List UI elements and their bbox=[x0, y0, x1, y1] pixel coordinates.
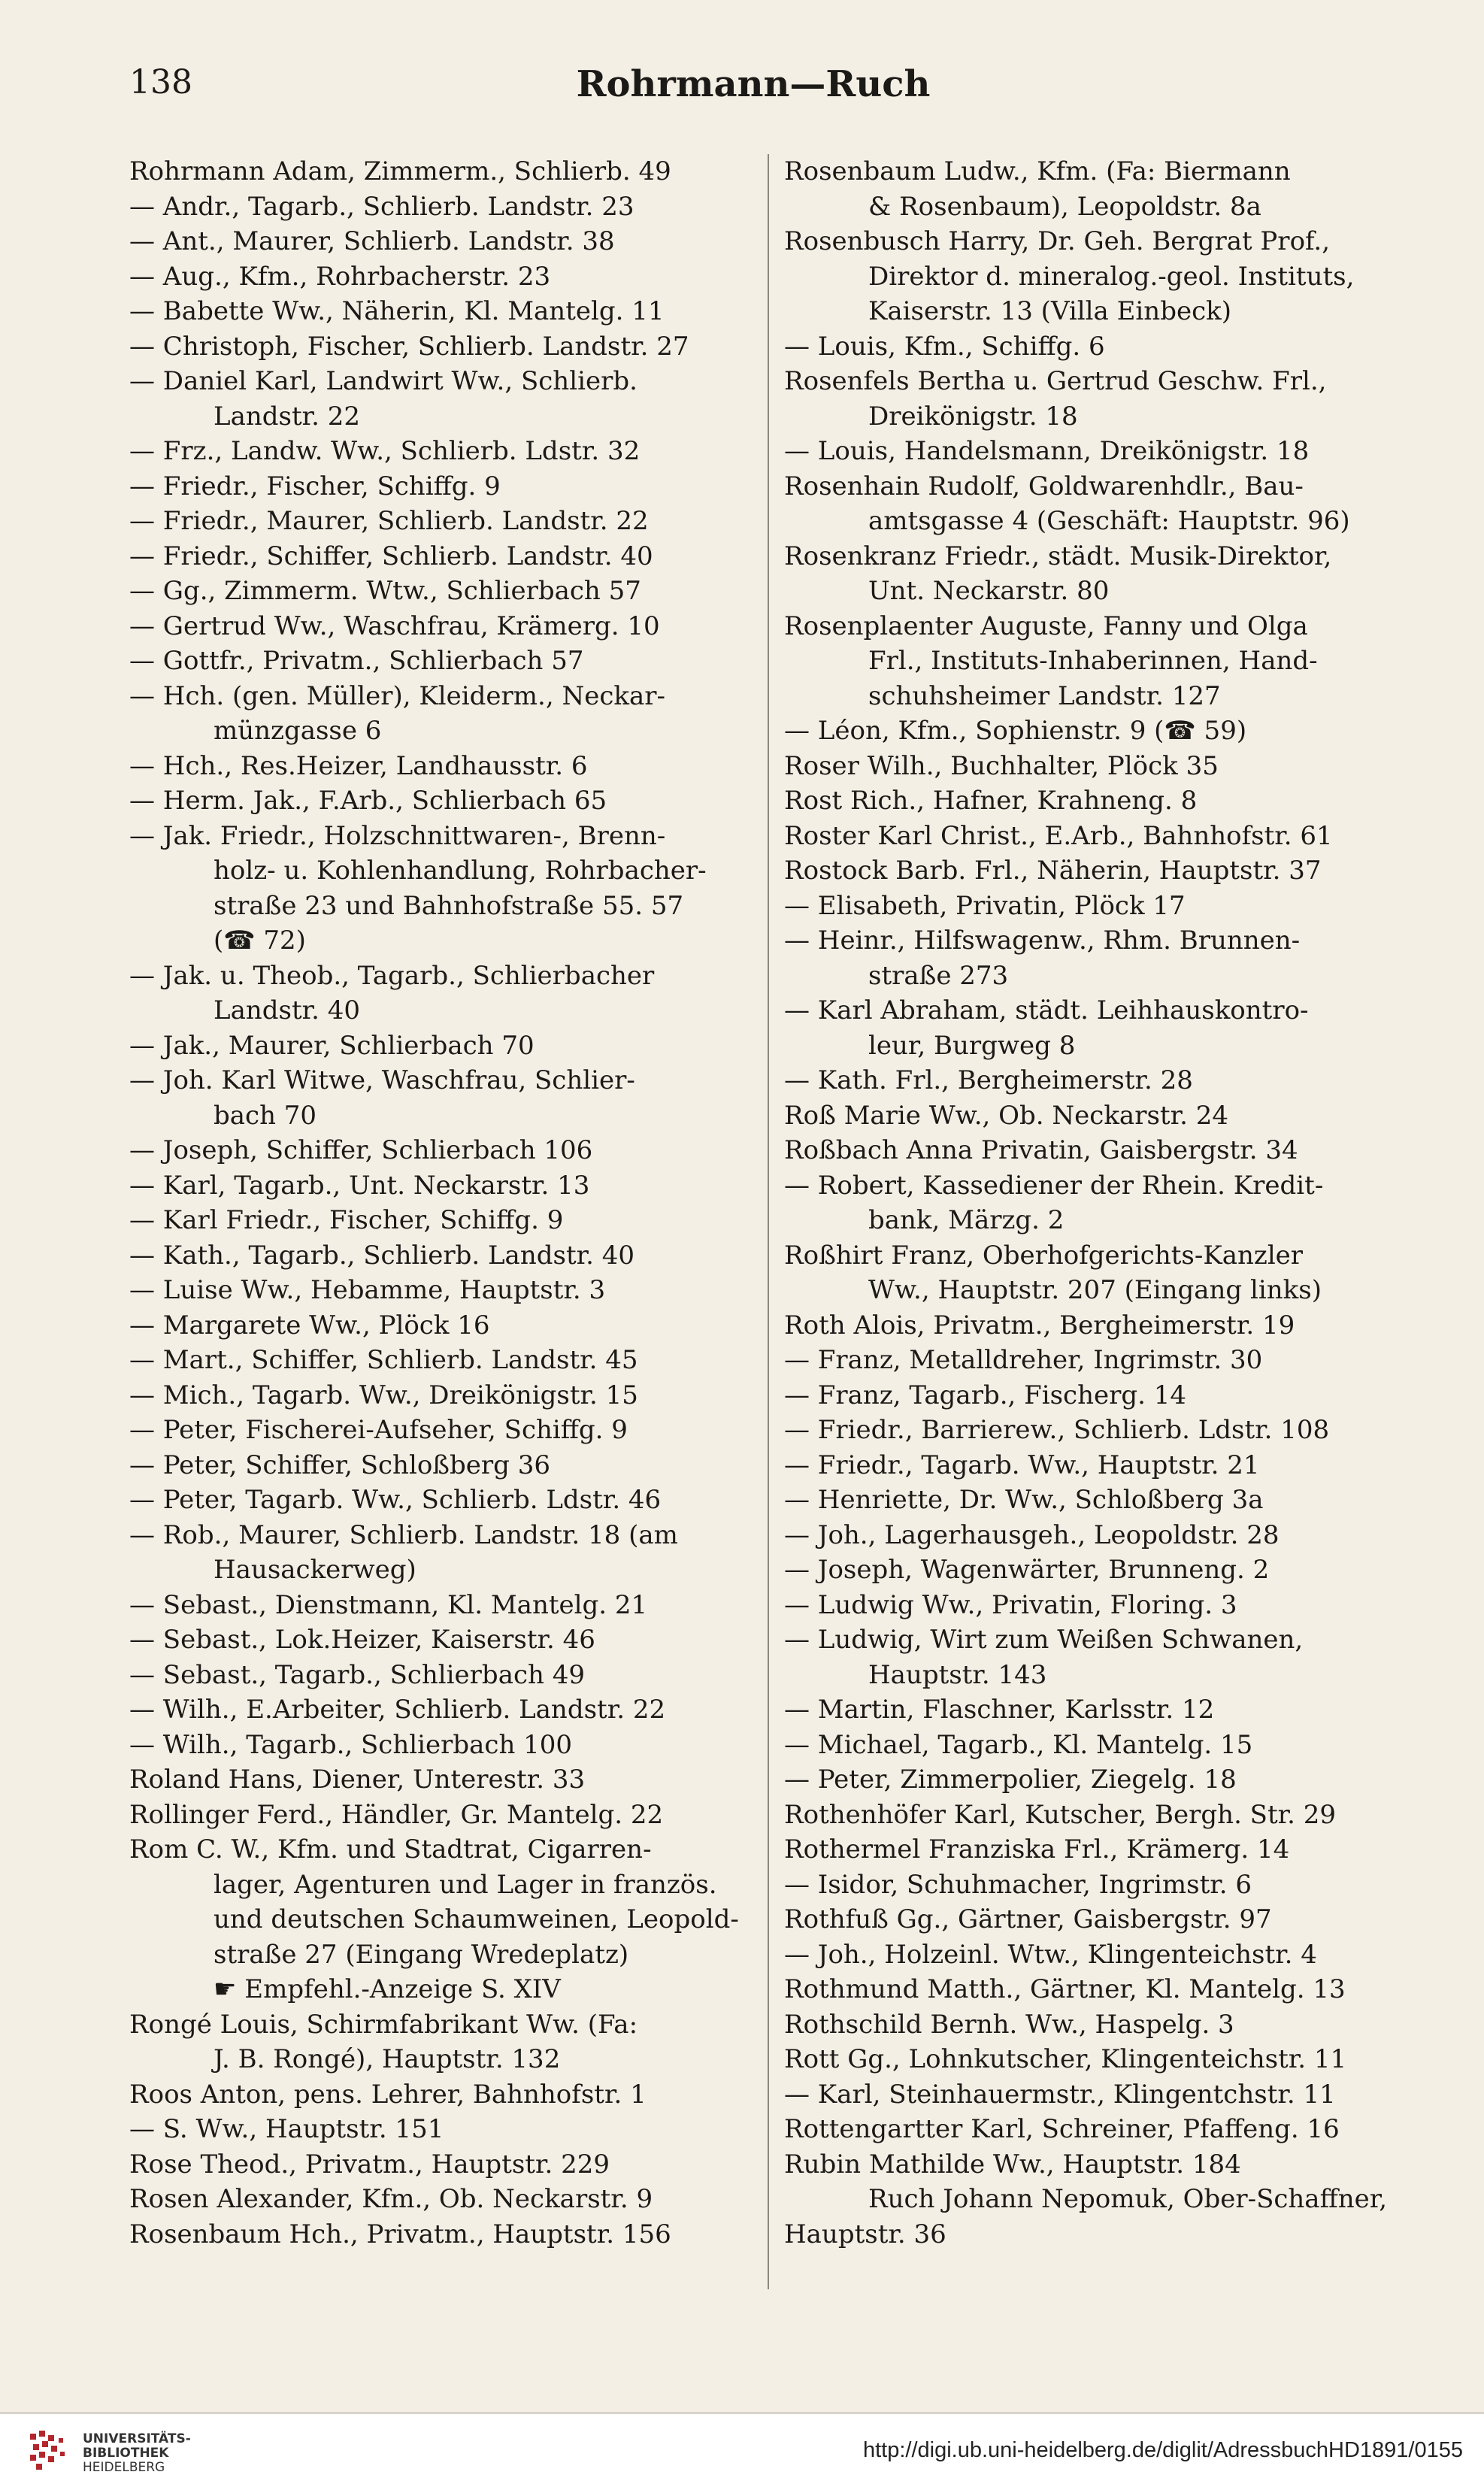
directory-entry-line: — Mart., Schiffer, Schlierb. Landstr. 45 bbox=[129, 1345, 638, 1375]
directory-entry-line: Rosenbaum Hch., Privatm., Hauptstr. 156 bbox=[129, 2219, 671, 2249]
directory-entry-line: — Friedr., Schiffer, Schlierb. Landstr. 40 bbox=[129, 541, 653, 571]
directory-entry-line: — Ludwig, Wirt zum Weißen Schwanen, bbox=[784, 1625, 1304, 1655]
directory-entry-line: — Wilh., E.Arbeiter, Schlierb. Landstr. 22 bbox=[129, 1695, 666, 1725]
directory-entry-line: — S. Ww., Hauptstr. 151 bbox=[129, 2114, 444, 2144]
directory-entry-line: Hausackerweg) bbox=[214, 1555, 416, 1585]
source-url-link[interactable]: http://digi.ub.uni-heidelberg.de/diglit/AdressbuchHD1891/0155 bbox=[862, 2438, 1463, 2462]
library-name-line: BIBLIOTHEK bbox=[83, 2446, 169, 2461]
directory-entry-line: & Rosenbaum), Leopoldstr. 8a bbox=[868, 191, 1261, 222]
directory-entry-line: — Gg., Zimmerm. Wtw., Schlierbach 57 bbox=[129, 576, 641, 606]
directory-entry-line: (☎ 72) bbox=[214, 925, 306, 956]
directory-entry-line: — Friedr., Barrierew., Schlierb. Ldstr. 108 bbox=[784, 1415, 1330, 1445]
directory-entry-line: Rosenplaenter Auguste, Fanny und Olga bbox=[784, 610, 1308, 641]
directory-entry-line: Unt. Neckarstr. 80 bbox=[868, 576, 1110, 606]
directory-entry-line: — Peter, Zimmerpolier, Ziegelg. 18 bbox=[784, 1765, 1237, 1795]
directory-entry-line: — Joh., Holzeinl. Wtw., Klingenteichstr. 4 bbox=[784, 1939, 1317, 1970]
column-divider bbox=[768, 154, 769, 2289]
library-name bbox=[83, 2432, 191, 2475]
directory-entry-line: Hauptstr. 143 bbox=[868, 1659, 1047, 1690]
directory-entry-line: Landstr. 40 bbox=[214, 995, 361, 1025]
directory-entry-line: Roth Alois, Privatm., Bergheimerstr. 19 bbox=[784, 1310, 1295, 1340]
directory-entry-line: und deutschen Schaumweinen, Leopold- bbox=[214, 1904, 739, 1934]
directory-entry-line: münzgasse 6 bbox=[214, 716, 382, 746]
directory-entry-line: schuhsheimer Landstr. 127 bbox=[868, 680, 1221, 711]
directory-entry-line: Rose Theod., Privatm., Hauptstr. 229 bbox=[129, 2149, 610, 2180]
directory-entry-line: Rohrmann Adam, Zimmerm., Schlierb. 49 bbox=[129, 156, 671, 186]
directory-entry-line: straße 273 bbox=[868, 960, 1009, 991]
directory-entry-line: Rothmund Matth., Gärtner, Kl. Mantelg. 13 bbox=[784, 1974, 1346, 2004]
directory-entry-line: — Frz., Landw. Ww., Schlierb. Ldstr. 32 bbox=[129, 436, 641, 466]
directory-entry-line: — Babette Ww., Näherin, Kl. Mantelg. 11 bbox=[129, 296, 665, 326]
directory-entry-line: Roland Hans, Diener, Unterestr. 33 bbox=[129, 1765, 586, 1795]
directory-entry-line: — Christoph, Fischer, Schlierb. Landstr. 27 bbox=[129, 331, 689, 362]
directory-entry-line: — Friedr., Maurer, Schlierb. Landstr. 22 bbox=[129, 506, 649, 536]
directory-entry-line: — Louis, Kfm., Schiffg. 6 bbox=[784, 331, 1105, 362]
directory-entry-line: — Sebast., Dienstmann, Kl. Mantelg. 21 bbox=[129, 1589, 648, 1620]
directory-entry-line: — Karl Abraham, städt. Leihhauskontro- bbox=[784, 995, 1309, 1025]
directory-entry-line: — Franz, Tagarb., Fischerg. 14 bbox=[784, 1380, 1187, 1410]
directory-entry-line: — Friedr., Tagarb. Ww., Hauptstr. 21 bbox=[784, 1450, 1260, 1480]
directory-entry-line: — Michael, Tagarb., Kl. Mantelg. 15 bbox=[784, 1729, 1253, 1760]
directory-entry-line: Dreikönigstr. 18 bbox=[868, 401, 1078, 432]
directory-entry-line: Roß Marie Ww., Ob. Neckarstr. 24 bbox=[784, 1100, 1228, 1131]
directory-entry-line: — Mich., Tagarb. Ww., Dreikönigstr. 15 bbox=[129, 1380, 638, 1410]
directory-entry-line: Hauptstr. 36 bbox=[784, 2219, 946, 2249]
directory-entry-line: — Franz, Metalldreher, Ingrimstr. 30 bbox=[784, 1345, 1263, 1375]
directory-entry-line: Rubin Mathilde Ww., Hauptstr. 184 bbox=[784, 2149, 1241, 2180]
directory-entry-line: Frl., Instituts-Inhaberinnen, Hand- bbox=[868, 646, 1318, 676]
directory-entry-line: Rothermel Franziska Frl., Krämerg. 14 bbox=[784, 1834, 1290, 1865]
directory-entry-line: Rothfuß Gg., Gärtner, Gaisbergstr. 97 bbox=[784, 1904, 1272, 1934]
library-logo-icon bbox=[29, 2429, 74, 2473]
directory-entry-line: — Peter, Fischerei-Aufseher, Schiffg. 9 bbox=[129, 1415, 628, 1445]
directory-entry-line: leur, Burgweg 8 bbox=[868, 1030, 1076, 1061]
directory-entry-line: Rosenbaum Ludw., Kfm. (Fa: Biermann bbox=[784, 156, 1291, 186]
directory-entry-line: Roßhirt Franz, Oberhofgerichts-Kanzler bbox=[784, 1240, 1304, 1271]
directory-entry-line: Ww., Hauptstr. 207 (Eingang links) bbox=[868, 1275, 1322, 1305]
directory-entry-line: — Hch., Res.Heizer, Landhausstr. 6 bbox=[129, 750, 588, 781]
directory-entry-line: Rottengartter Karl, Schreiner, Pfaffeng. 16 bbox=[784, 2114, 1340, 2144]
directory-entry-line: — Margarete Ww., Plöck 16 bbox=[129, 1310, 490, 1340]
directory-entry-line: — Wilh., Tagarb., Schlierbach 100 bbox=[129, 1729, 573, 1760]
directory-entry-line: — Sebast., Tagarb., Schlierbach 49 bbox=[129, 1659, 585, 1690]
directory-entry-line: — Karl, Tagarb., Unt. Neckarstr. 13 bbox=[129, 1170, 590, 1201]
directory-entry-line: — Gertrud Ww., Waschfrau, Krämerg. 10 bbox=[129, 610, 660, 641]
directory-entry-line: Rom C. W., Kfm. und Stadtrat, Cigarren- bbox=[129, 1834, 652, 1865]
footer-bar bbox=[0, 2414, 1484, 2484]
directory-entry-line: amtsgasse 4 (Geschäft: Hauptstr. 96) bbox=[868, 506, 1350, 536]
directory-entry-line: — Henriette, Dr. Ww., Schloßberg 3a bbox=[784, 1485, 1264, 1515]
right-column bbox=[784, 154, 1416, 2252]
directory-entry-line: — Karl Friedr., Fischer, Schiffg. 9 bbox=[129, 1205, 564, 1235]
library-name-line: UNIVERSITÄTS- bbox=[83, 2431, 191, 2446]
directory-entry-line: Rostock Barb. Frl., Näherin, Hauptstr. 37 bbox=[784, 856, 1322, 886]
directory-entry-line: — Friedr., Fischer, Schiffg. 9 bbox=[129, 471, 501, 501]
directory-entry-line: — Heinr., Hilfswagenw., Rhm. Brunnen- bbox=[784, 925, 1301, 956]
directory-entry-line: — Jak. u. Theob., Tagarb., Schlierbacher bbox=[129, 960, 655, 991]
directory-entry-line: Roser Wilh., Buchhalter, Plöck 35 bbox=[784, 750, 1219, 781]
directory-entry-line: — Isidor, Schuhmacher, Ingrimstr. 6 bbox=[784, 1869, 1252, 1900]
directory-entry-line: Rosenhain Rudolf, Goldwarenhdlr., Bau- bbox=[784, 471, 1304, 501]
directory-entry-line: — Joh., Lagerhausgeh., Leopoldstr. 28 bbox=[784, 1519, 1280, 1550]
directory-entry-line: Rost Rich., Hafner, Krahneng. 8 bbox=[784, 786, 1198, 816]
directory-entry-line: Rongé Louis, Schirmfabrikant Ww. (Fa: bbox=[129, 2009, 638, 2040]
directory-entry-line: Rollinger Ferd., Händler, Gr. Mantelg. 22 bbox=[129, 1799, 664, 1830]
directory-entry-line: Rothenhöfer Karl, Kutscher, Bergh. Str. 29 bbox=[784, 1799, 1337, 1830]
directory-entry-line: Rothschild Bernh. Ww., Haspelg. 3 bbox=[784, 2009, 1234, 2040]
directory-entry-line: — Peter, Schiffer, Schloßberg 36 bbox=[129, 1450, 550, 1480]
directory-entry-line: — Aug., Kfm., Rohrbacherstr. 23 bbox=[129, 261, 551, 292]
directory-entry-line: — Sebast., Lok.Heizer, Kaiserstr. 46 bbox=[129, 1625, 595, 1655]
directory-entry-line: — Rob., Maurer, Schlierb. Landstr. 18 (am bbox=[129, 1519, 678, 1550]
page-number: 138 bbox=[129, 63, 192, 101]
page-title: Rohrmann—Ruch bbox=[576, 63, 931, 105]
directory-entry-line: bach 70 bbox=[214, 1100, 317, 1131]
directory-entry-line: — Daniel Karl, Landwirt Ww., Schlierb. bbox=[129, 366, 638, 396]
directory-entry-line: — Joseph, Wagenwärter, Brunneng. 2 bbox=[784, 1555, 1270, 1585]
directory-entry-line: Ruch Johann Nepomuk, Ober-Schaffner, bbox=[868, 2184, 1388, 2214]
directory-entry-line: — Andr., Tagarb., Schlierb. Landstr. 23 bbox=[129, 191, 634, 222]
directory-entry-line: — Elisabeth, Privatin, Plöck 17 bbox=[784, 890, 1186, 921]
directory-entry-line: lager, Agenturen und Lager in französ. bbox=[214, 1869, 717, 1900]
page-header bbox=[129, 63, 1484, 116]
directory-entry-line: — Jak., Maurer, Schlierbach 70 bbox=[129, 1030, 535, 1061]
directory-entry-line: — Ludwig Ww., Privatin, Floring. 3 bbox=[784, 1589, 1237, 1620]
directory-entry-line: — Herm. Jak., F.Arb., Schlierbach 65 bbox=[129, 786, 607, 816]
directory-entry-line: bank, Märzg. 2 bbox=[868, 1205, 1065, 1235]
directory-entry-line: Direktor d. mineralog.-geol. Instituts, bbox=[868, 261, 1355, 292]
library-name-line: HEIDELBERG bbox=[83, 2460, 165, 2475]
directory-entry-line: — Joseph, Schiffer, Schlierbach 106 bbox=[129, 1135, 593, 1165]
directory-entry-line: Rosenfels Bertha u. Gertrud Geschw. Frl., bbox=[784, 366, 1327, 396]
directory-entry-line: — Martin, Flaschner, Karlsstr. 12 bbox=[784, 1695, 1215, 1725]
directory-entry-line: — Jak. Friedr., Holzschnittwaren-, Brenn- bbox=[129, 820, 666, 851]
directory-entry-line: — Gottfr., Privatm., Schlierbach 57 bbox=[129, 646, 584, 676]
directory-entry-line: Kaiserstr. 13 (Villa Einbeck) bbox=[868, 296, 1231, 326]
directory-entry-line: Rosen Alexander, Kfm., Ob. Neckarstr. 9 bbox=[129, 2184, 653, 2214]
directory-entry-line: straße 27 (Eingang Wredeplatz) bbox=[214, 1939, 629, 1970]
directory-entry-line: — Luise Ww., Hebamme, Hauptstr. 3 bbox=[129, 1275, 606, 1305]
directory-entry-line: Landstr. 22 bbox=[214, 401, 361, 432]
directory-entry-line: Rosenkranz Friedr., städt. Musik-Direktor, bbox=[784, 541, 1332, 571]
directory-entry-line: holz- u. Kohlenhandlung, Rohrbacher- bbox=[214, 856, 707, 886]
directory-entry-line: — Karl, Steinhauermstr., Klingentchstr. 11 bbox=[784, 2079, 1336, 2110]
left-column bbox=[129, 154, 761, 2252]
directory-entry-line: Roßbach Anna Privatin, Gaisbergstr. 34 bbox=[784, 1135, 1298, 1165]
directory-entry-line: — Peter, Tagarb. Ww., Schlierb. Ldstr. 46 bbox=[129, 1485, 662, 1515]
directory-entry-line: Roster Karl Christ., E.Arb., Bahnhofstr. 61 bbox=[784, 820, 1333, 851]
directory-entry-line: Rosenbusch Harry, Dr. Geh. Bergrat Prof., bbox=[784, 226, 1331, 256]
directory-entry-line: — Kath., Tagarb., Schlierb. Landstr. 40 bbox=[129, 1240, 634, 1271]
directory-entry-line: J. B. Rongé), Hauptstr. 132 bbox=[214, 2044, 561, 2074]
directory-entry-line: Roos Anton, pens. Lehrer, Bahnhofstr. 1 bbox=[129, 2079, 647, 2110]
directory-entry-line: — Louis, Handelsmann, Dreikönigstr. 18 bbox=[784, 436, 1310, 466]
directory-entry-line: — Hch. (gen. Müller), Kleiderm., Neckar- bbox=[129, 680, 665, 711]
directory-entry-line: ☛ Empfehl.-Anzeige S. XIV bbox=[214, 1974, 561, 2004]
directory-entry-line: — Robert, Kassediener der Rhein. Kredit- bbox=[784, 1170, 1324, 1201]
directory-entry-line: — Léon, Kfm., Sophienstr. 9 (☎ 59) bbox=[784, 716, 1247, 746]
directory-entry-line: straße 23 und Bahnhofstraße 55. 57 bbox=[214, 890, 684, 921]
directory-entry-line: — Ant., Maurer, Schlierb. Landstr. 38 bbox=[129, 226, 615, 256]
directory-entry-line: — Joh. Karl Witwe, Waschfrau, Schlier- bbox=[129, 1065, 635, 1095]
directory-entry-line: — Kath. Frl., Bergheimerstr. 28 bbox=[784, 1065, 1193, 1095]
directory-entry-line: Rott Gg., Lohnkutscher, Klingenteichstr. 11 bbox=[784, 2044, 1347, 2074]
